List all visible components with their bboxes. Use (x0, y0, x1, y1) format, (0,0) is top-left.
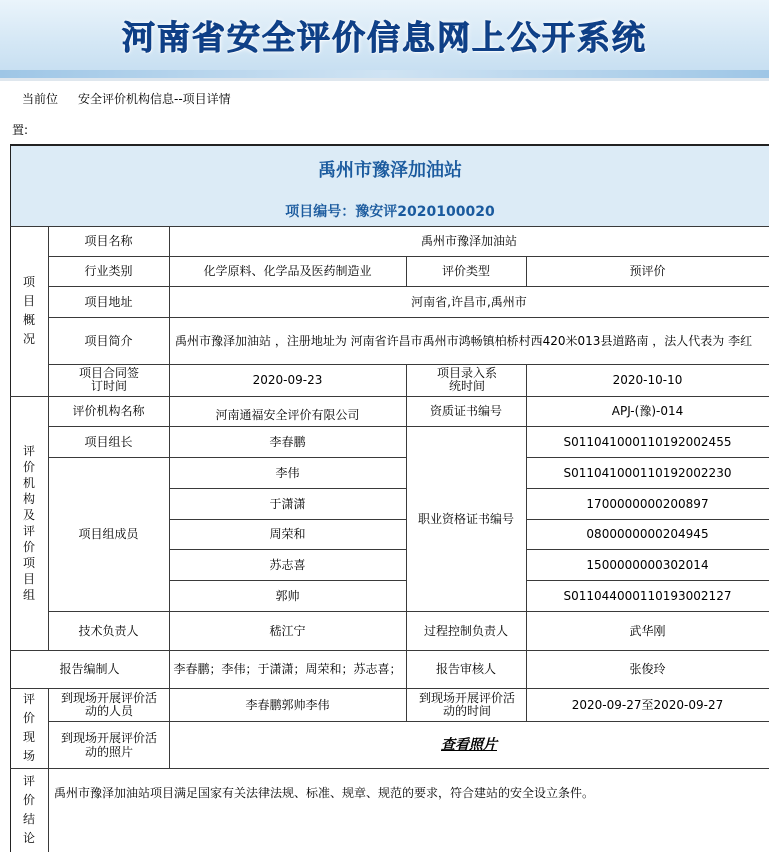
breadcrumb: 安全评价机构信息--项目详情 (78, 92, 231, 106)
section-label-char: 场 (22, 749, 35, 763)
value-project-name: 禹州市豫泽加油站 (420, 234, 517, 248)
section-label-char: 构 (22, 492, 35, 506)
value-report-author: 李春鹏；李伟；于潇潇；周荣和；苏志喜； (173, 662, 402, 676)
column-divider (406, 688, 407, 721)
value-tech-lead: 嵇江宁 (269, 623, 306, 638)
section-label-char: 评 (22, 444, 35, 458)
column-divider (48, 688, 49, 852)
member-name: 周荣和 (269, 527, 306, 541)
section-label-char: 结 (22, 812, 35, 826)
label-site-time: 到现场开展评价活动的时间 (418, 690, 515, 718)
site-title: 河南省安全评价信息网上公开系统 (122, 18, 647, 57)
label-site-people: 到现场开展评价活动的人员 (60, 690, 157, 718)
section-label-char: 价 (22, 793, 35, 807)
value-process-lead: 武华刚 (629, 623, 666, 638)
label-address: 项目地址 (84, 294, 133, 309)
label-intro: 项目简介 (84, 333, 133, 348)
value-leader: 李春鹏 (269, 434, 306, 449)
section-label-char: 评 (22, 524, 35, 538)
label-report-author: 报告编制人 (59, 662, 120, 676)
value-report-reviewer: 张俊玲 (629, 662, 666, 676)
section-label-char: 论 (22, 831, 35, 845)
section-label-char: 项 (22, 275, 35, 289)
label-contract-time: 项目合同签订时间 (78, 366, 139, 393)
label-tech-lead: 技术负责人 (78, 623, 139, 638)
view-photos-link[interactable]: 查看照片 (441, 736, 497, 753)
section-label-char: 机 (22, 476, 35, 490)
label-industry: 行业类别 (84, 264, 133, 278)
value-intro: 禹州市豫泽加油站 ，注册地址为 河南省许昌市禹州市鸿畅镇柏桥村西420米013县道路南 ，法人代表为 李红 (175, 333, 753, 348)
project-code: 项目编号：豫安评2020100020 (285, 204, 495, 220)
member-cert: S011041000110192002230 (563, 465, 732, 480)
value-industry: 化学原料、化学品及医药制造业 (203, 264, 372, 278)
value-cert-no: APJ-(豫)-014 (611, 404, 684, 418)
site-banner (0, 0, 769, 78)
label-cert-no: 资质证书编号 (429, 404, 502, 418)
section-org-and-team (10, 396, 48, 650)
section-site (10, 688, 48, 768)
section-label-char: 现 (22, 730, 35, 744)
label-eval-type: 评价类型 (441, 264, 490, 278)
label-members: 项目组成员 (78, 527, 139, 541)
label-report-reviewer: 报告审核人 (435, 662, 496, 676)
label-project-name: 项目名称 (84, 234, 133, 248)
member-cert: S011044000110193002127 (563, 588, 732, 603)
member-cert: 1700000000200897 (586, 496, 709, 511)
section-label-char: 及 (22, 508, 35, 522)
value-eval-type: 预评价 (629, 264, 666, 278)
section-label-char: 项 (22, 556, 35, 570)
value-site-time: 2020-09-27至2020-09-27 (571, 697, 724, 712)
banner-stripe (0, 70, 769, 78)
label-process-lead: 过程控制负责人 (423, 623, 508, 638)
conclusion-text: 禹州市豫泽加油站项目满足国家有关法律法规、标准、规章、规范的要求，符合建站的安全设立条件。 (54, 786, 595, 800)
section-label-char: 目 (22, 294, 35, 308)
breadcrumb-label: 当前位 (22, 92, 59, 106)
label-qual-no: 职业资格证书编号 (417, 511, 514, 526)
label-site-photos: 到现场开展评价活动的照片 (60, 730, 157, 759)
section-label-char: 价 (22, 711, 35, 725)
section-label-char: 概 (22, 313, 35, 327)
member-name: 于潇潇 (269, 496, 306, 511)
banner-separator (0, 78, 769, 81)
value-contract-time: 2020-09-23 (252, 373, 323, 387)
label-entry-time: 项目录入系统时间 (436, 366, 497, 393)
section-label-char: 况 (22, 332, 35, 346)
member-name: 郭帅 (275, 588, 300, 603)
section-label-char: 价 (22, 460, 35, 474)
value-address: 河南省,许昌市,禹州市 (411, 294, 527, 309)
value-org-name: 河南通福安全评价有限公司 (215, 408, 360, 422)
row-divider (10, 768, 769, 769)
section-label-char: 评 (22, 774, 35, 788)
section-conclusion (10, 768, 48, 852)
label-org-name: 评价机构名称 (72, 404, 145, 418)
member-name: 李伟 (275, 465, 300, 480)
value-site-people: 李春鹏郭帅李伟 (245, 697, 330, 712)
section-label-char: 组 (22, 588, 35, 602)
section-label-char: 价 (22, 540, 35, 554)
member-cert: 0800000000204945 (586, 527, 709, 541)
breadcrumb-label-continued: 置: (12, 123, 29, 137)
site-photos-cell (169, 721, 769, 768)
value-leader-cert: S011041000110192002455 (563, 434, 732, 449)
value-entry-time: 2020-10-10 (612, 373, 683, 387)
section-label-char: 目 (22, 572, 35, 586)
member-cert: 1500000000302014 (586, 557, 709, 572)
label-leader: 项目组长 (84, 434, 133, 449)
project-title: 禹州市豫泽加油站 (318, 160, 462, 181)
member-name: 苏志喜 (269, 557, 306, 572)
section-label-char: 评 (22, 692, 35, 706)
section-overview (10, 226, 48, 396)
